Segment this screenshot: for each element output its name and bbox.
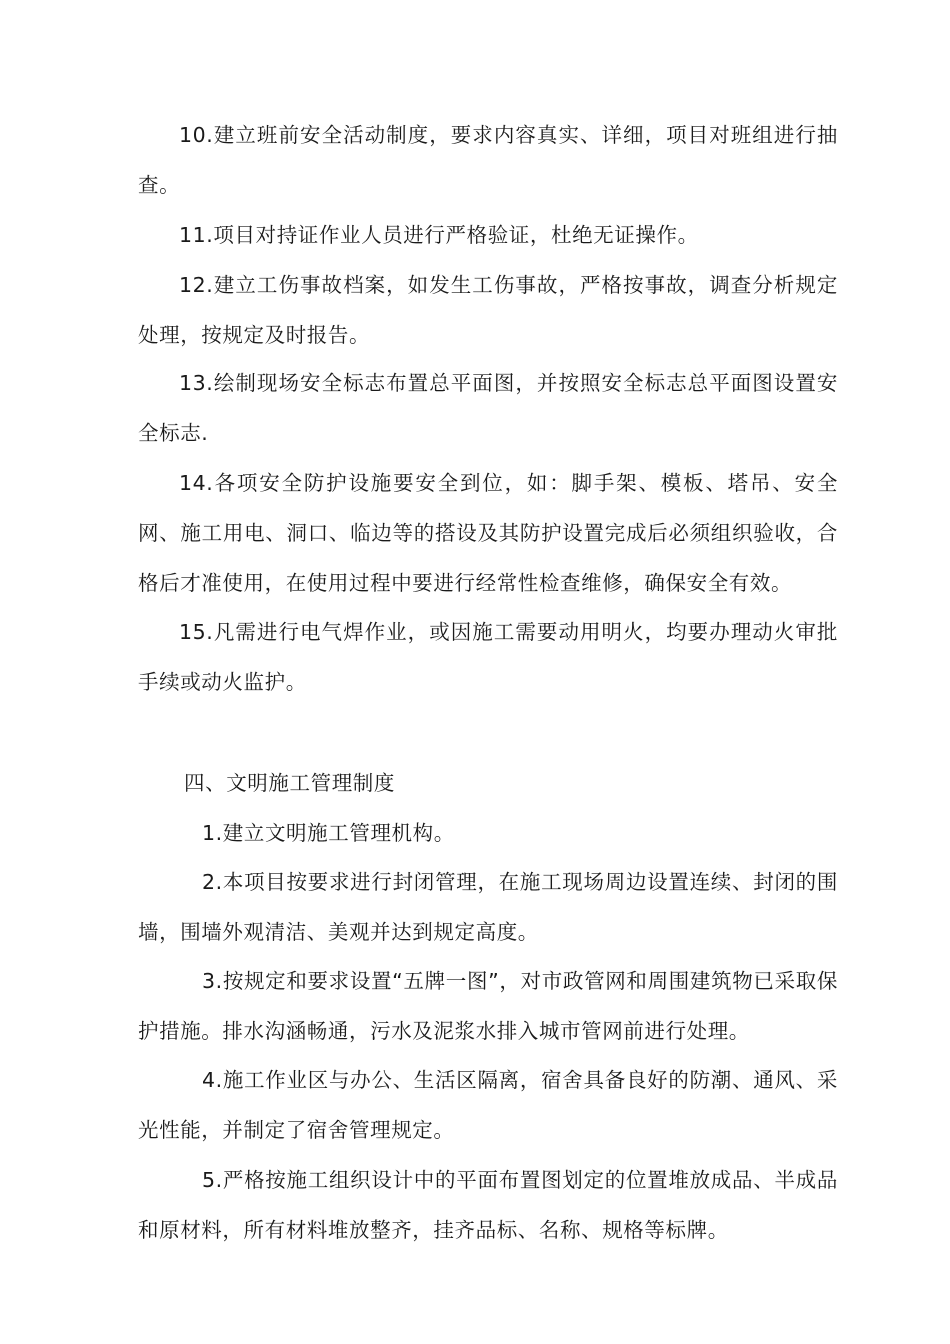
item-5: 5.严格按施工组织设计中的平面布置图划定的位置堆放成品、半成品和原材料，所有材料堆放整齐，挂齐品标、名称、规格等标牌。: [138, 1168, 838, 1242]
item-15: 15.凡需进行电气焊作业，或因施工需要动用明火，均要办理动火审批手续或动火监护。: [138, 620, 838, 694]
item-2: 2.本项目按要求进行封闭管理，在施工现场周边设置连续、封闭的围墙，围墙外观清洁、美观并达到规定高度。: [138, 870, 838, 944]
item-4: 4.施工作业区与办公、生活区隔离，宿舍具备良好的防潮、通风、采光性能，并制定了宿舍管理规定。: [138, 1068, 838, 1142]
section-heading: 四、文明施工管理制度: [184, 771, 395, 795]
item-3: 3.按规定和要求设置“五牌一图”，对市政管网和周围建筑物已采取保护措施。排水沟涵畅通，污水及泥浆水排入城市管网前进行处理。: [138, 969, 838, 1043]
item-10: 10.建立班前安全活动制度，要求内容真实、详细，项目对班组进行抽查。: [138, 123, 838, 197]
item-12: 12.建立工伤事故档案，如发生工伤事故，严格按事故，调查分析规定处理，按规定及时报告。: [138, 273, 838, 347]
item-11: 11.项目对持证作业人员进行严格验证，杜绝无证操作。: [179, 223, 699, 247]
item-1: 1.建立文明施工管理机构。: [202, 821, 455, 845]
item-13: 13.绘制现场安全标志布置总平面图，并按照安全标志总平面图设置安全标志.: [138, 371, 838, 445]
item-14: 14.各项安全防护设施要安全到位，如：脚手架、模板、塔吊、安全网、施工用电、洞口、临边等的搭设及其防护设置完成后必须组织验收，合格后才准使用，在使用过程中要进行经常性检查维修，确保安全有效。: [138, 471, 838, 595]
